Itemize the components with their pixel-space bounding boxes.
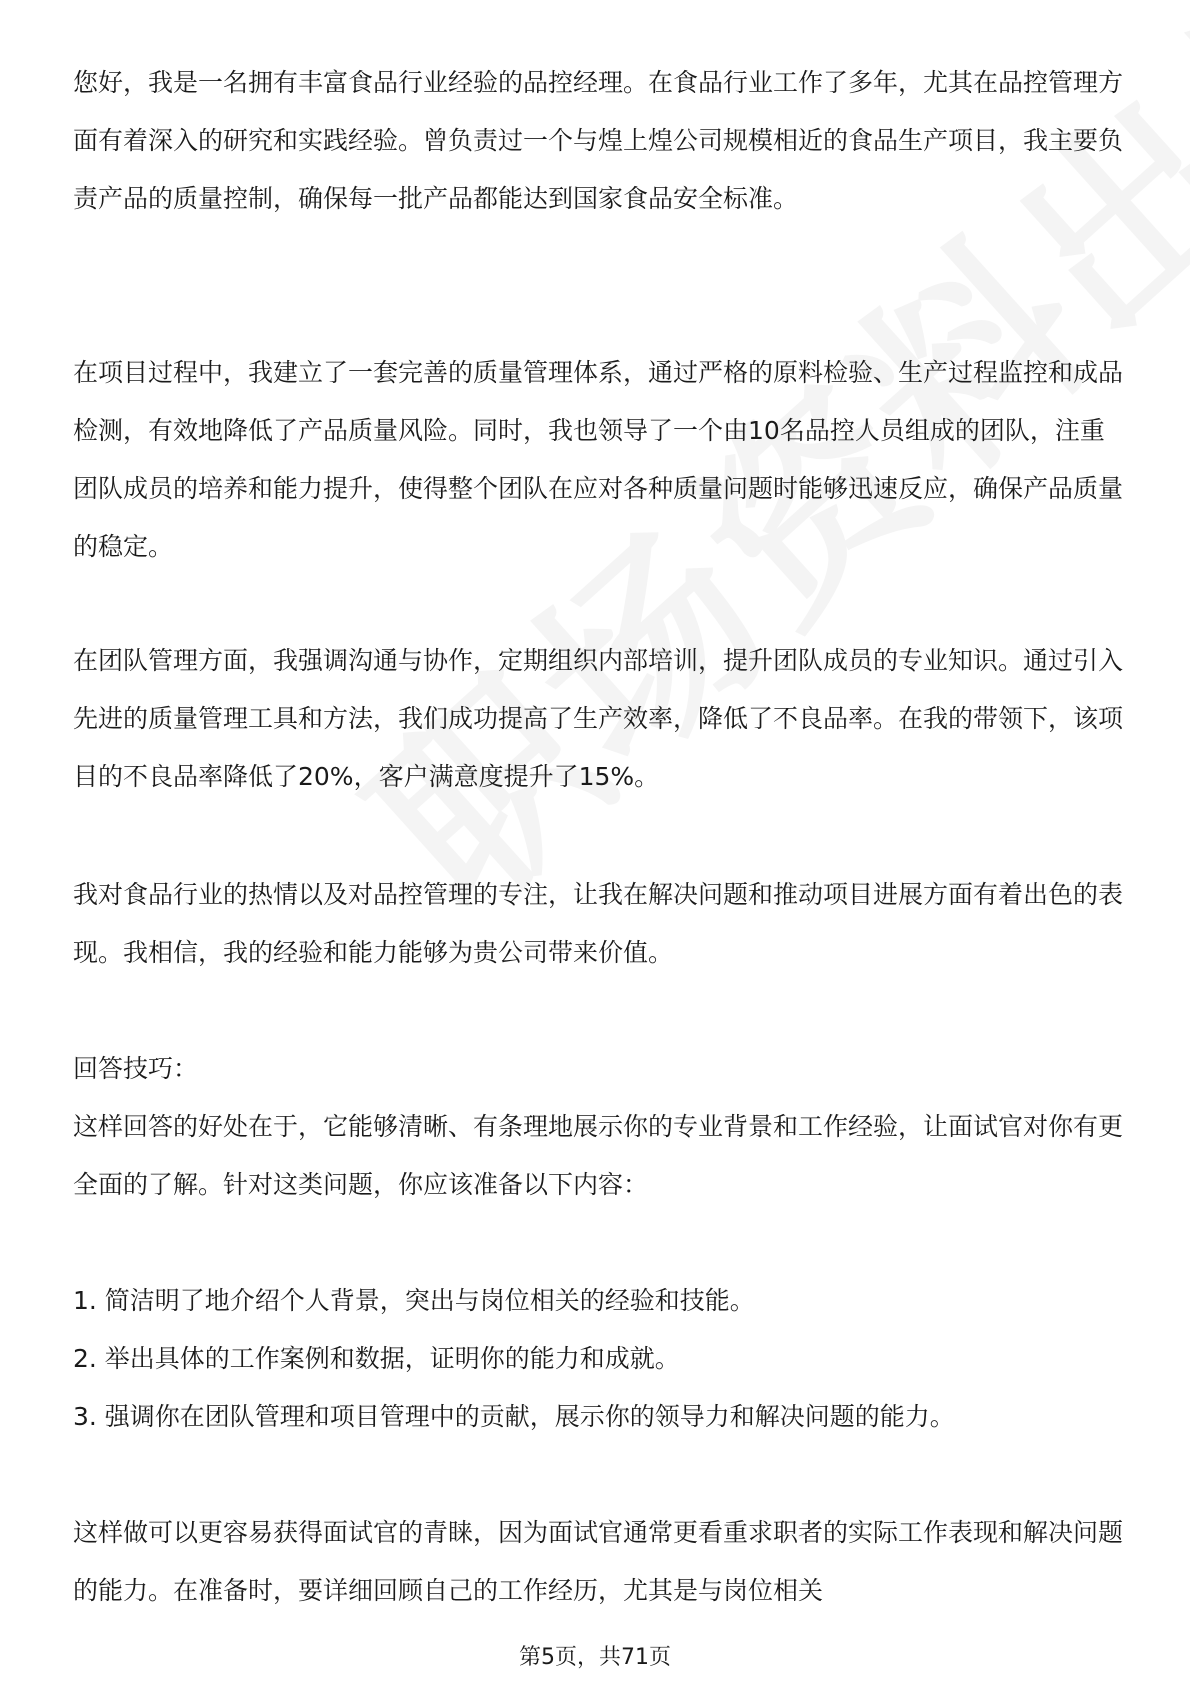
paragraph-intro: 您好，我是一名拥有丰富食品行业经验的品控经理。在食品行业工作了多年，尤其在品控管理方面有着深入的研究和实践经验。曾负责过一个与煌上煌公司规模相近的食品生产项目，我主要负责产品的质量控制，确保每一批产品都能达到国家食品安全标准。: [73, 68, 1124, 213]
tips-body: 这样回答的好处在于，它能够清晰、有条理地展示你的专业背景和工作经验，让面试官对你有更全面的了解。针对这类问题，你应该准备以下内容：: [73, 1112, 1124, 1199]
list-item: 3. 强调你在团队管理和项目管理中的贡献，展示你的领导力和解决问题的能力。: [73, 1402, 955, 1431]
paragraph-advice: 这样做可以更容易获得面试官的青睐，因为面试官通常更看重求职者的实际工作表现和解决问题的能力。在准备时，要详细回顾自己的工作经历，尤其是与岗位相关: [73, 1518, 1124, 1605]
page-footer: 第5页，共71页: [519, 1645, 671, 1670]
paragraph-team-management: 在团队管理方面，我强调沟通与协作，定期组织内部培训，提升团队成员的专业知识。通过引入先进的质量管理工具和方法，我们成功提高了生产效率，降低了不良品率。在我的带领下，该项目的不良品率降低了20%，客户满意度提升了15%。: [73, 646, 1124, 791]
paragraph-passion: 我对食品行业的热情以及对品控管理的专注，让我在解决问题和推动项目进展方面有着出色的表现。我相信，我的经验和能力能够为贵公司带来价值。: [73, 880, 1124, 967]
tips-heading: 回答技巧：: [73, 1054, 199, 1083]
tips-list: [73, 1272, 1123, 1446]
paragraph-project: 在项目过程中，我建立了一套完善的质量管理体系，通过严格的原料检验、生产过程监控和成品检测，有效地降低了产品质量风险。同时，我也领导了一个由10名品控人员组成的团队，注重团队成员的培养和能力提升，使得整个团队在应对各种质量问题时能够迅速反应，确保产品质量的稳定。: [73, 358, 1124, 561]
list-item: 1. 简洁明了地介绍个人背景，突出与岗位相关的经验和技能。: [73, 1286, 755, 1315]
list-item: 2. 举出具体的工作案例和数据，证明你的能力和成就。: [73, 1344, 680, 1373]
